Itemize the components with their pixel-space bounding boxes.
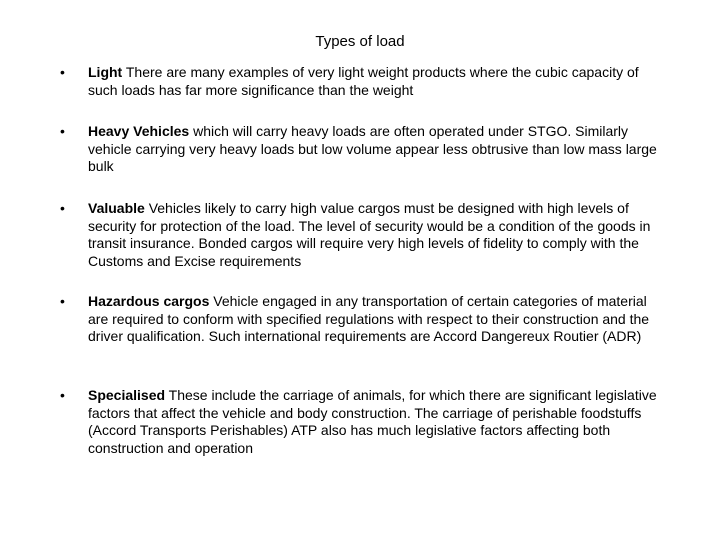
list-item-description: Vehicle engaged in any transportation of certain categories of material are required to conform with specified regulations with respect to their construction and the driver qualification. Such international requirements are Accord Dangereux Routier (ADR) xyxy=(88,293,650,344)
list-item-description: Vehicles likely to carry high value cargos must be designed with high levels of security for protection of the load. The level of security would be a condition of the goods in transit insurance. Bonded cargos will require very high levels of fidelity to comply with the Customs and Excise requirements xyxy=(88,200,651,269)
list-item-description: which will carry heavy loads are often operated under STGO. Similarly vehicle carrying very heavy loads but low volume appear less obtrusive than low mass large bulk xyxy=(88,123,657,174)
bullet-icon: • xyxy=(60,293,65,309)
list-item-term: Valuable xyxy=(88,200,145,216)
list-item-description: These include the carriage of animals, for which there are significant legislative factors that affect the vehicle and body construction. The carriage of perishable foodstuffs (Accord Transports Perishables) ATP also has much legislative factors affecting both construction and operation xyxy=(88,387,657,456)
list-item-text xyxy=(88,387,663,457)
bullet-icon: • xyxy=(60,387,65,403)
bullet-icon: • xyxy=(60,200,65,216)
bullet-icon: • xyxy=(60,123,65,139)
list-item-text xyxy=(88,293,663,346)
list-item-term: Heavy Vehicles xyxy=(88,123,190,139)
page-title: Types of load xyxy=(315,33,405,50)
list-item-text xyxy=(88,64,663,99)
list-item-term: Specialised xyxy=(88,387,166,403)
list-item-text xyxy=(88,200,663,270)
bullet-icon: • xyxy=(60,64,65,80)
list-item-description: There are many examples of very light weight products where the cubic capacity of such loads has far more significance than the weight xyxy=(88,64,639,98)
list-item-term: Hazardous cargos xyxy=(88,293,210,309)
list-item-term: Light xyxy=(88,64,123,80)
list-item-text xyxy=(88,123,663,176)
